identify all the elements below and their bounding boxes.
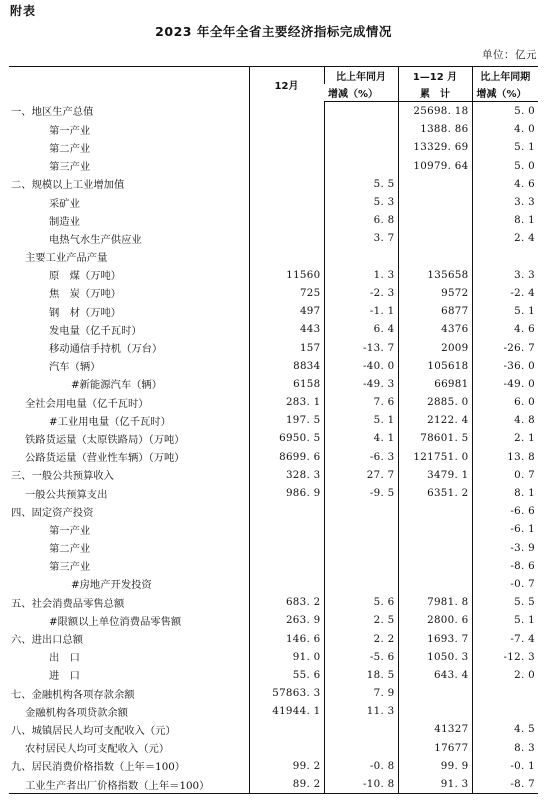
table-row: [9, 757, 538, 775]
table-header: [9, 67, 538, 102]
yoy-cumulative-value: [472, 702, 538, 720]
yoy-month-value: [324, 720, 398, 738]
cumulative-value: 13329. 69: [398, 138, 472, 156]
cumulative-value: 4376: [398, 320, 472, 338]
row-label: 九、居民消费价格指数（上年＝100）: [11, 761, 186, 774]
table-row: [9, 393, 538, 411]
cumulative-value: [398, 684, 472, 702]
month-value: [249, 520, 324, 538]
table-row: [9, 575, 538, 593]
yoy-month-value: 11. 3: [324, 702, 398, 720]
yoy-cumulative-value: -0. 1: [472, 757, 538, 775]
yoy-month-value: [324, 102, 398, 121]
row-label: 四、固定资产投资: [11, 506, 94, 519]
yoy-cumulative-value: 8. 1: [472, 484, 538, 502]
cumulative-value: 41327: [398, 720, 472, 738]
yoy-month-value: 5. 6: [324, 593, 398, 611]
yoy-month-value: [324, 539, 398, 557]
table-row: [9, 357, 538, 375]
unit-label: 单位：亿元: [482, 49, 537, 61]
yoy-cumulative-value: 5. 1: [472, 138, 538, 156]
cumulative-value: 2800. 6: [398, 611, 472, 629]
row-label: 三、一般公共预算收入: [11, 470, 114, 483]
table-row: [9, 375, 538, 393]
cumulative-value: 2009: [398, 338, 472, 356]
yoy-cumulative-value: 2. 4: [472, 229, 538, 247]
table-row: [9, 739, 538, 757]
yoy-cumulative-value: 5. 5: [472, 593, 538, 611]
row-label: 第三产业: [49, 161, 91, 174]
yoy-month-value: [324, 520, 398, 538]
row-label: 农村居民人均可支配收入（元）: [25, 743, 170, 756]
table-row: [9, 520, 538, 538]
table-row: [9, 557, 538, 575]
yoy-cumulative-value: -7. 4: [472, 629, 538, 647]
table-row: [9, 193, 538, 211]
appendix-label: 附表: [10, 4, 37, 18]
table-row: [9, 775, 538, 794]
table-row: [9, 448, 538, 466]
month-value: 57863. 3: [249, 684, 324, 702]
month-value: 263. 9: [249, 611, 324, 629]
month-value: 683. 2: [249, 593, 324, 611]
table-row: [9, 720, 538, 738]
yoy-cumulative-value: -26. 7: [472, 338, 538, 356]
month-value: 146. 6: [249, 629, 324, 647]
month-value: 497: [249, 302, 324, 320]
cumulative-value: [398, 520, 472, 538]
cumulative-value: [398, 229, 472, 247]
yoy-cumulative-value: -36. 0: [472, 357, 538, 375]
row-label: 一般公共预算支出: [25, 488, 108, 501]
indicator-table: [9, 66, 538, 794]
month-value: 91. 0: [249, 648, 324, 666]
row-label: 全社会用电量（亿千瓦时）: [25, 397, 149, 410]
yoy-cumulative-value: 4. 0: [472, 120, 538, 138]
yoy-month-value: [324, 557, 398, 575]
row-label: 第一产业: [49, 124, 91, 137]
yoy-cumulative-value: 6. 0: [472, 393, 538, 411]
yoy-month-value: [324, 739, 398, 757]
row-label: 一、地区生产总值: [11, 106, 94, 119]
yoy-month-value: -40. 0: [324, 357, 398, 375]
yoy-month-value: -6. 3: [324, 448, 398, 466]
table-row: [9, 102, 538, 121]
month-value: [249, 575, 324, 593]
yoy-cumulative-value: -8. 6: [472, 557, 538, 575]
month-value: [249, 138, 324, 156]
yoy-cumulative-value: -2. 4: [472, 284, 538, 302]
yoy-month-value: 5. 5: [324, 175, 398, 193]
cumulative-value: 6877: [398, 302, 472, 320]
yoy-month-value: 27. 7: [324, 466, 398, 484]
month-value: [249, 120, 324, 138]
cumulative-value: 78601. 5: [398, 429, 472, 447]
month-value: 328. 3: [249, 466, 324, 484]
row-label: 公路货运量（营业性车辆）（万吨）: [25, 452, 185, 465]
table-row: [9, 611, 538, 629]
row-label: 第二产业: [49, 142, 91, 155]
table-row: [9, 338, 538, 356]
row-label: 钢 材（万吨）: [49, 306, 122, 319]
cumulative-value: 2122. 4: [398, 411, 472, 429]
row-label: 采矿业: [49, 197, 80, 210]
header-yoy-cum-line1: 比上年同期: [472, 67, 538, 85]
cumulative-value: 1050. 3: [398, 648, 472, 666]
table-row: [9, 248, 538, 266]
cumulative-value: 1693. 7: [398, 629, 472, 647]
table-row: [9, 138, 538, 156]
yoy-month-value: -13. 7: [324, 338, 398, 356]
yoy-cumulative-value: 2. 1: [472, 429, 538, 447]
yoy-cumulative-value: -8. 7: [472, 775, 538, 794]
cumulative-value: 121751. 0: [398, 448, 472, 466]
cumulative-value: [398, 702, 472, 720]
month-value: 283. 1: [249, 393, 324, 411]
table-row: [9, 266, 538, 284]
row-label: 第一产业: [49, 524, 91, 537]
month-value: [249, 739, 324, 757]
table-row: [9, 629, 538, 647]
yoy-month-value: -2. 3: [324, 284, 398, 302]
row-label: 八、城镇居民人均可支配收入（元）: [11, 724, 176, 737]
month-value: [249, 175, 324, 193]
cumulative-value: 66981: [398, 375, 472, 393]
month-value: [249, 193, 324, 211]
header-blank: [9, 67, 249, 102]
month-value: 55. 6: [249, 666, 324, 684]
month-value: [249, 557, 324, 575]
month-value: [249, 539, 324, 557]
cumulative-value: [398, 575, 472, 593]
yoy-cumulative-value: 5. 1: [472, 302, 538, 320]
yoy-month-value: [324, 502, 398, 520]
header-yoy-month-line1: 比上年同月: [324, 67, 398, 85]
yoy-month-value: [324, 248, 398, 266]
row-label: #工业用电量（亿千瓦时）: [49, 415, 171, 428]
cumulative-value: [398, 557, 472, 575]
month-value: 8699. 6: [249, 448, 324, 466]
cumulative-value: [398, 248, 472, 266]
month-value: 443: [249, 320, 324, 338]
row-label: 制造业: [49, 215, 80, 228]
table-row: [9, 211, 538, 229]
yoy-month-value: -49. 3: [324, 375, 398, 393]
yoy-cumulative-value: 4. 8: [472, 411, 538, 429]
table-row: [9, 120, 538, 138]
cumulative-value: [398, 539, 472, 557]
month-value: 157: [249, 338, 324, 356]
yoy-month-value: 6. 4: [324, 320, 398, 338]
header-month: 12月: [249, 67, 324, 102]
row-label: 出 口: [49, 652, 80, 665]
yoy-month-value: 4. 1: [324, 429, 398, 447]
yoy-cumulative-value: 3. 3: [472, 193, 538, 211]
table-row: [9, 320, 538, 338]
yoy-cumulative-value: 13. 8: [472, 448, 538, 466]
yoy-month-value: [324, 157, 398, 175]
yoy-cumulative-value: -12. 3: [472, 648, 538, 666]
row-label: 六、进出口总额: [11, 634, 84, 647]
header-cumulative-line2: 累 计: [398, 84, 472, 102]
yoy-cumulative-value: 5. 1: [472, 611, 538, 629]
row-label: 电热气水生产供应业: [49, 233, 142, 246]
yoy-month-value: 18. 5: [324, 666, 398, 684]
table-row: [9, 593, 538, 611]
yoy-cumulative-value: 2. 0: [472, 666, 538, 684]
month-value: [249, 157, 324, 175]
row-label: 七、金融机构各项存款余额: [11, 688, 135, 701]
row-label: #限额以上单位消费品零售额: [49, 615, 182, 628]
cumulative-value: 6351. 2: [398, 484, 472, 502]
month-value: 11560: [249, 266, 324, 284]
table-row: [9, 175, 538, 193]
yoy-cumulative-value: [472, 248, 538, 266]
yoy-month-value: -5. 6: [324, 648, 398, 666]
row-label: #新能源汽车（辆）: [71, 379, 163, 392]
table-row: [9, 284, 538, 302]
month-value: [249, 211, 324, 229]
cumulative-value: 7981. 8: [398, 593, 472, 611]
table-row: [9, 684, 538, 702]
page-title: 2023 年全年全省主要经济指标完成情况: [155, 24, 392, 39]
month-value: 99. 2: [249, 757, 324, 775]
yoy-month-value: 7. 6: [324, 393, 398, 411]
header-yoy-month-line2: 增减（%）: [324, 84, 398, 102]
row-label: 五、社会消费品零售总额: [11, 597, 125, 610]
table-row: [9, 502, 538, 520]
table-row: [9, 539, 538, 557]
table-row: [9, 429, 538, 447]
yoy-cumulative-value: -3. 9: [472, 539, 538, 557]
yoy-month-value: 5. 3: [324, 193, 398, 211]
yoy-month-value: 1. 3: [324, 266, 398, 284]
row-label: 焦 炭（万吨）: [49, 288, 122, 301]
yoy-month-value: [324, 120, 398, 138]
table-row: [9, 702, 538, 720]
cumulative-value: 9572: [398, 284, 472, 302]
yoy-cumulative-value: 4. 6: [472, 320, 538, 338]
yoy-cumulative-value: -6. 1: [472, 520, 538, 538]
month-value: 89. 2: [249, 775, 324, 794]
month-value: 986. 9: [249, 484, 324, 502]
row-label: 第三产业: [49, 561, 91, 574]
table-row: [9, 666, 538, 684]
row-label: 金融机构各项贷款余额: [25, 706, 128, 719]
yoy-cumulative-value: 4. 6: [472, 175, 538, 193]
table-row: [9, 411, 538, 429]
cumulative-value: 2885. 0: [398, 393, 472, 411]
cumulative-value: 3479. 1: [398, 466, 472, 484]
yoy-month-value: -10. 8: [324, 775, 398, 794]
month-value: [249, 248, 324, 266]
yoy-month-value: 7. 9: [324, 684, 398, 702]
row-label: 汽车（辆）: [49, 361, 101, 374]
month-value: [249, 102, 324, 121]
month-value: 8834: [249, 357, 324, 375]
yoy-month-value: 3. 7: [324, 229, 398, 247]
row-label: 铁路货运量（太原铁路局）（万吨）: [25, 433, 185, 446]
yoy-month-value: [324, 575, 398, 593]
row-label: 原 煤（万吨）: [49, 270, 122, 283]
month-value: 6950. 5: [249, 429, 324, 447]
yoy-cumulative-value: 4. 5: [472, 720, 538, 738]
yoy-cumulative-value: -49. 0: [472, 375, 538, 393]
yoy-month-value: -1. 1: [324, 302, 398, 320]
month-value: 725: [249, 284, 324, 302]
row-label: 移动通信手持机（万台）: [49, 343, 163, 356]
row-label: 主要工业产品产量: [25, 252, 108, 265]
cumulative-value: 10979. 64: [398, 157, 472, 175]
yoy-cumulative-value: -6. 6: [472, 502, 538, 520]
yoy-cumulative-value: 8. 3: [472, 739, 538, 757]
yoy-month-value: 2. 5: [324, 611, 398, 629]
row-label: 二、规模以上工业增加值: [11, 179, 125, 192]
yoy-cumulative-value: 0. 7: [472, 466, 538, 484]
yoy-month-value: -9. 5: [324, 484, 398, 502]
yoy-cumulative-value: 8. 1: [472, 211, 538, 229]
cumulative-value: 1388. 86: [398, 120, 472, 138]
yoy-cumulative-value: 5. 0: [472, 157, 538, 175]
cumulative-value: 105618: [398, 357, 472, 375]
month-value: 6158: [249, 375, 324, 393]
row-label: 工业生产者出厂价格指数（上年＝100）: [25, 779, 210, 792]
yoy-month-value: 2. 2: [324, 629, 398, 647]
month-value: [249, 502, 324, 520]
table-body: [9, 102, 538, 794]
cumulative-value: [398, 211, 472, 229]
cumulative-value: 135658: [398, 266, 472, 284]
yoy-cumulative-value: [472, 684, 538, 702]
row-label: #房地产开发投资: [71, 579, 152, 592]
table-row: [9, 648, 538, 666]
cumulative-value: 17677: [398, 739, 472, 757]
table-row: [9, 484, 538, 502]
yoy-month-value: [324, 138, 398, 156]
cumulative-value: [398, 175, 472, 193]
cumulative-value: 91. 3: [398, 775, 472, 794]
cumulative-value: 643. 4: [398, 666, 472, 684]
yoy-month-value: -0. 8: [324, 757, 398, 775]
cumulative-value: 25698. 18: [398, 102, 472, 121]
table-row: [9, 229, 538, 247]
yoy-cumulative-value: -0. 7: [472, 575, 538, 593]
table-row: [9, 302, 538, 320]
yoy-cumulative-value: 5. 0: [472, 102, 538, 121]
yoy-cumulative-value: 3. 3: [472, 266, 538, 284]
cumulative-value: 99. 9: [398, 757, 472, 775]
cumulative-value: [398, 502, 472, 520]
header-cumulative-line1: 1—12 月: [398, 67, 472, 85]
row-label: 发电量（亿千瓦时）: [49, 324, 142, 337]
yoy-month-value: 6. 8: [324, 211, 398, 229]
table-row: [9, 157, 538, 175]
row-label: 第二产业: [49, 543, 91, 556]
month-value: [249, 229, 324, 247]
header-yoy-cum-line2: 增减（%）: [472, 84, 538, 102]
month-value: 197. 5: [249, 411, 324, 429]
row-label: 进 口: [49, 670, 80, 683]
cumulative-value: [398, 193, 472, 211]
yoy-month-value: 5. 1: [324, 411, 398, 429]
month-value: [249, 720, 324, 738]
table-row: [9, 466, 538, 484]
month-value: 41944. 1: [249, 702, 324, 720]
